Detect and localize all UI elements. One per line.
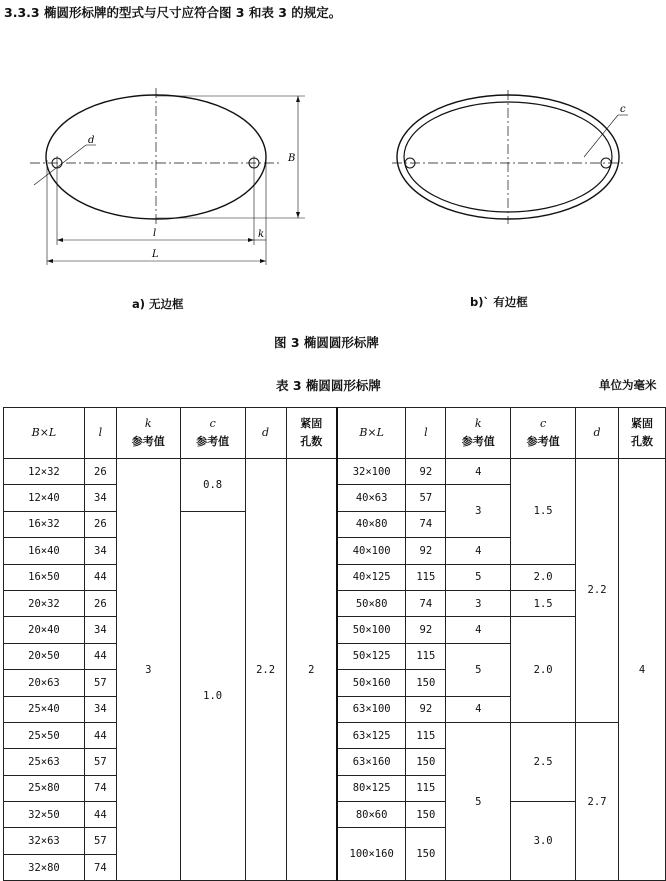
header-c-left: c 参考值 <box>180 408 245 459</box>
table-cell: 26 <box>84 459 116 485</box>
table-cell: 63×125 <box>337 722 406 748</box>
table-cell: 26 <box>84 590 116 616</box>
table-cell: 2.7 <box>576 722 619 880</box>
table-cell: 20×50 <box>4 643 85 669</box>
header-d-right: d <box>576 408 619 459</box>
header-k-right: k 参考值 <box>446 408 511 459</box>
table-cell: 57 <box>84 670 116 696</box>
dim-d: d <box>88 135 95 146</box>
figure-caption: 图 3 椭圆圆形标牌 <box>274 335 379 350</box>
dim-L: L <box>152 249 159 260</box>
table-cell: 16×40 <box>4 538 85 564</box>
table-caption: 表 3 椭圆圆形标牌 <box>276 378 381 393</box>
table-cell: 44 <box>84 643 116 669</box>
table-row <box>4 459 666 485</box>
table-cell: 92 <box>406 617 446 643</box>
table-cell: 57 <box>84 828 116 854</box>
table-cell: 150 <box>406 828 446 881</box>
table-cell: 25×40 <box>4 696 85 722</box>
table-cell: 5 <box>446 564 511 590</box>
table-cell: 32×50 <box>4 802 85 828</box>
table-cell: 2.0 <box>511 617 576 723</box>
table-cell: 92 <box>406 459 446 485</box>
table-cell: 34 <box>84 485 116 511</box>
table-cell: 2 <box>286 459 337 881</box>
header-holes-left: 紧固 孔数 <box>286 408 337 459</box>
table-cell: 4 <box>619 459 666 881</box>
dim-k: k <box>258 229 265 240</box>
table-cell: 74 <box>406 511 446 537</box>
table-cell: 50×80 <box>337 590 406 616</box>
table-cell: 1.5 <box>511 459 576 565</box>
table-cell: 0.8 <box>180 459 245 512</box>
table-cell: 40×125 <box>337 564 406 590</box>
header-row <box>4 408 666 459</box>
table-cell: 34 <box>84 696 116 722</box>
table-cell: 16×50 <box>4 564 85 590</box>
table-cell: 20×32 <box>4 590 85 616</box>
table-cell: 50×125 <box>337 643 406 669</box>
table-cell: 3 <box>446 590 511 616</box>
header-c-right: c 参考值 <box>511 408 576 459</box>
table-cell: 5 <box>446 722 511 880</box>
table-cell: 115 <box>406 722 446 748</box>
table-cell: 2.2 <box>576 459 619 723</box>
section-heading: 3.3.3 椭圆形标牌的型式与尺寸应符合图 3 和表 3 的规定。 <box>4 5 342 20</box>
table-cell: 12×40 <box>4 485 85 511</box>
table-cell: 25×50 <box>4 722 85 748</box>
header-bxl-right: B×L <box>337 408 406 459</box>
table-cell: 3 <box>446 485 511 538</box>
header-k-left: k 参考值 <box>116 408 180 459</box>
subfigure-a-label: a) 无边框 <box>132 297 184 311</box>
dim-B: B <box>288 153 296 164</box>
table-cell: 150 <box>406 670 446 696</box>
table-cell: 74 <box>406 590 446 616</box>
table-cell: 4 <box>446 696 511 722</box>
table-cell: 26 <box>84 511 116 537</box>
subfigure-b-label: b)` 有边框 <box>470 295 528 309</box>
header-holes-right: 紧固 孔数 <box>619 408 666 459</box>
table-cell: 50×160 <box>337 670 406 696</box>
table-cell: 80×60 <box>337 802 406 828</box>
table-cell: 50×100 <box>337 617 406 643</box>
table-cell: 92 <box>406 696 446 722</box>
table-cell: 2.5 <box>511 722 576 801</box>
table-cell: 32×63 <box>4 828 85 854</box>
table-cell: 25×63 <box>4 749 85 775</box>
header-l-right: l <box>406 408 446 459</box>
table-cell: 3.0 <box>511 802 576 881</box>
table-cell: 63×160 <box>337 749 406 775</box>
header-bxl-left: B×L <box>4 408 85 459</box>
table-cell: 1.5 <box>511 590 576 616</box>
table-cell: 20×40 <box>4 617 85 643</box>
table-cell: 3 <box>116 459 180 881</box>
table-cell: 32×80 <box>4 854 85 880</box>
table-cell: 5 <box>446 643 511 696</box>
header-l-left: l <box>84 408 116 459</box>
table-cell: 57 <box>84 749 116 775</box>
unit-note: 单位为毫米 <box>599 378 657 392</box>
table-cell: 4 <box>446 617 511 643</box>
table-cell: 40×80 <box>337 511 406 537</box>
table-cell: 34 <box>84 617 116 643</box>
table-cell: 32×100 <box>337 459 406 485</box>
table-cell: 115 <box>406 775 446 801</box>
table-cell: 44 <box>84 802 116 828</box>
table-cell: 4 <box>446 538 511 564</box>
table-cell: 44 <box>84 564 116 590</box>
dim-c: c <box>620 104 626 115</box>
table-cell: 80×125 <box>337 775 406 801</box>
table-cell: 16×32 <box>4 511 85 537</box>
table-cell: 74 <box>84 775 116 801</box>
spec-table <box>3 407 666 881</box>
table-cell: 100×160 <box>337 828 406 881</box>
table-cell: 34 <box>84 538 116 564</box>
table-cell: 25×80 <box>4 775 85 801</box>
table-cell: 1.0 <box>180 511 245 880</box>
table-cell: 44 <box>84 722 116 748</box>
table-cell: 63×100 <box>337 696 406 722</box>
table-cell: 12×32 <box>4 459 85 485</box>
table-cell: 2.0 <box>511 564 576 590</box>
table-cell: 40×100 <box>337 538 406 564</box>
table-cell: 57 <box>406 485 446 511</box>
dim-l: l <box>153 228 157 239</box>
table-cell: 115 <box>406 564 446 590</box>
header-d-left: d <box>245 408 286 459</box>
table-cell: 40×63 <box>337 485 406 511</box>
table-cell: 150 <box>406 802 446 828</box>
table-cell: 92 <box>406 538 446 564</box>
table-cell: 115 <box>406 643 446 669</box>
table-cell: 74 <box>84 854 116 880</box>
table-cell: 2.2 <box>245 459 286 881</box>
table-cell: 20×63 <box>4 670 85 696</box>
table-cell: 150 <box>406 749 446 775</box>
table-cell: 4 <box>446 459 511 485</box>
